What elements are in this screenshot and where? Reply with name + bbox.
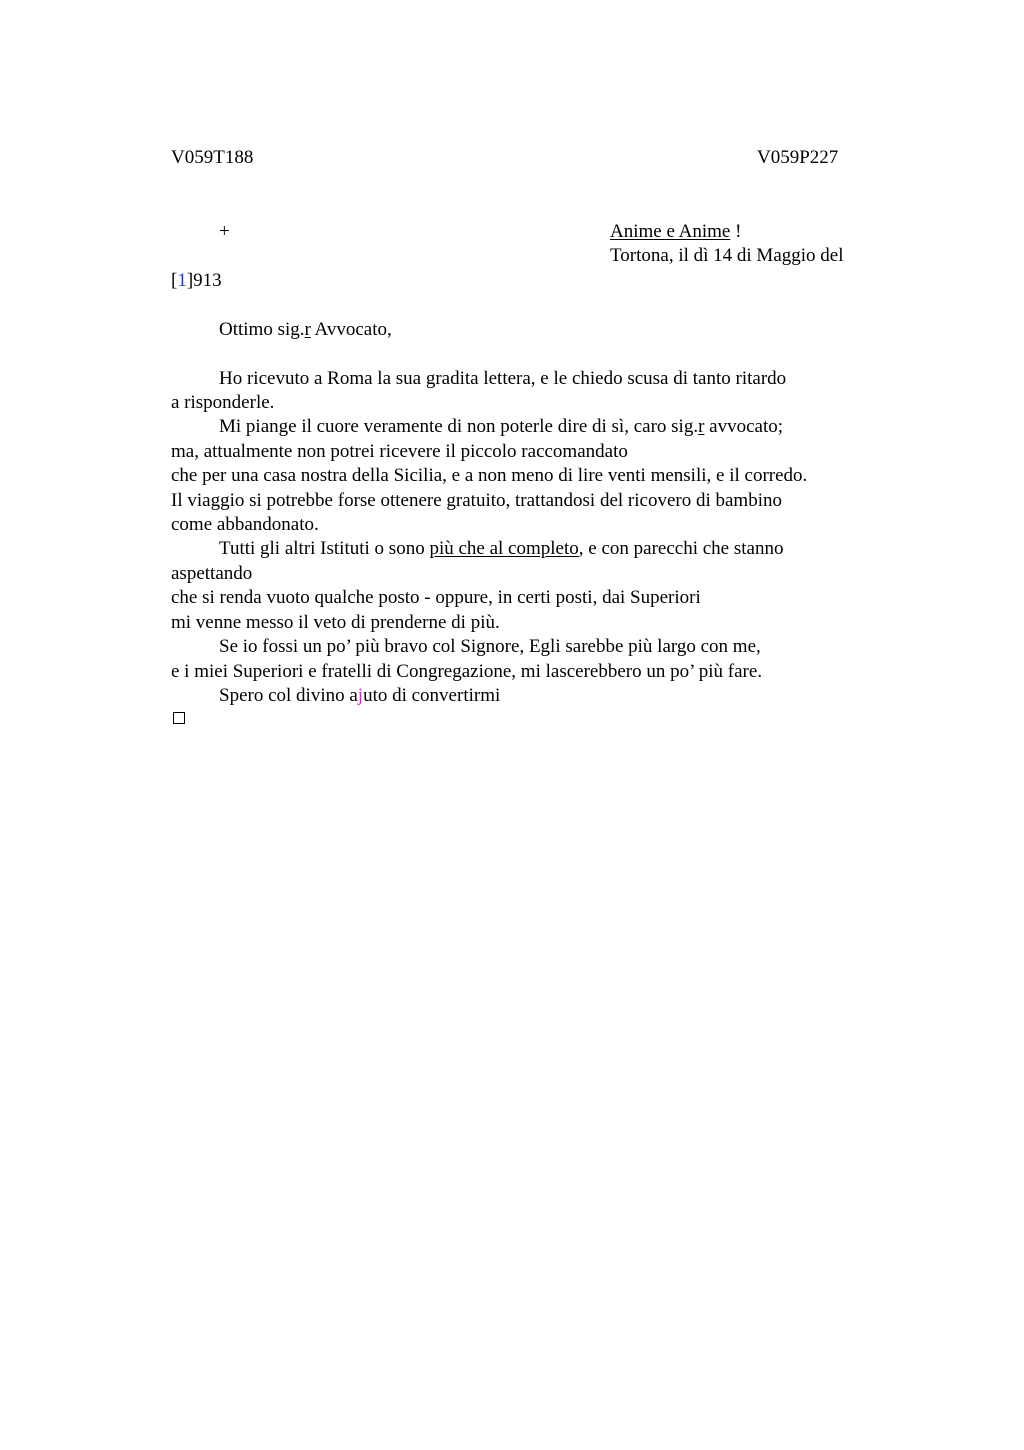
body-line-9: aspettando	[171, 563, 253, 584]
body-line-13: e i miei Superiori e fratelli di Congregazione, mi lascerebbero un po’ più fare.	[171, 661, 763, 682]
body-line-3	[219, 415, 783, 439]
empty-box-icon	[173, 712, 185, 724]
body-line-14	[219, 684, 500, 708]
motto	[610, 220, 741, 244]
year-bracket-open: [	[171, 270, 178, 291]
body-line-2: a risponderle.	[171, 392, 275, 413]
body-line-7: come abbandonato.	[171, 514, 319, 535]
document-code-left: V059T188	[171, 147, 254, 168]
body-line-14-before: Spero col divino a	[219, 685, 358, 706]
body-line-14-after: uto di convertirmi	[363, 685, 501, 706]
body-line-1: Ho ricevuto a Roma la sua gradita lettera, e le chiedo scusa di tanto ritardo	[219, 368, 787, 389]
year-bracket-digit: 1	[177, 270, 187, 291]
body-line-8	[219, 537, 783, 561]
body-line-3-abbr: r	[698, 416, 705, 437]
year-rest: 913	[193, 270, 222, 291]
body-line-3-after: avvocato;	[704, 416, 784, 437]
body-line-8-underlined: più che al completo	[429, 538, 579, 559]
body-line-11: mi venne messo il veto di prenderne di più.	[171, 612, 500, 633]
body-line-12: Se io fossi un po’ più bravo col Signore, Egli sarebbe più largo con me,	[219, 636, 761, 657]
cross-symbol: +	[219, 221, 230, 242]
motto-exclamation: !	[730, 221, 742, 242]
document-code-right: V059P227	[757, 147, 839, 168]
body-line-4: ma, attualmente non potrei ricevere il piccolo raccomandato	[171, 441, 628, 462]
body-line-6: Il viaggio si potrebbe forse ottenere gratuito, trattandosi del ricovero di bambino	[171, 490, 782, 511]
body-line-14-mark: j	[357, 685, 364, 706]
salutation-abbr: r	[304, 319, 311, 340]
salutation	[219, 318, 392, 342]
body-line-5: che per una casa nostra della Sicilia, e a non meno di lire venti mensili, e il corredo.	[171, 465, 808, 486]
body-line-3-before: Mi piange il cuore veramente di non poterle dire di sì, caro sig.	[219, 416, 699, 437]
body-line-8-before: Tutti gli altri Istituti o sono	[219, 538, 430, 559]
motto-underlined: Anime e Anime	[610, 221, 731, 242]
body-line-8-after: , e con parecchi che stanno	[578, 538, 784, 559]
body-line-10: che si renda vuoto qualche posto - oppure, in certi posti, dai Superiori	[171, 587, 701, 608]
year	[171, 269, 222, 293]
year-bracket-close: ]	[186, 270, 194, 291]
salutation-before: Ottimo sig.	[219, 319, 305, 340]
salutation-after: Avvocato,	[310, 319, 392, 340]
place-date: Tortona, il dì 14 di Maggio del	[610, 245, 844, 266]
